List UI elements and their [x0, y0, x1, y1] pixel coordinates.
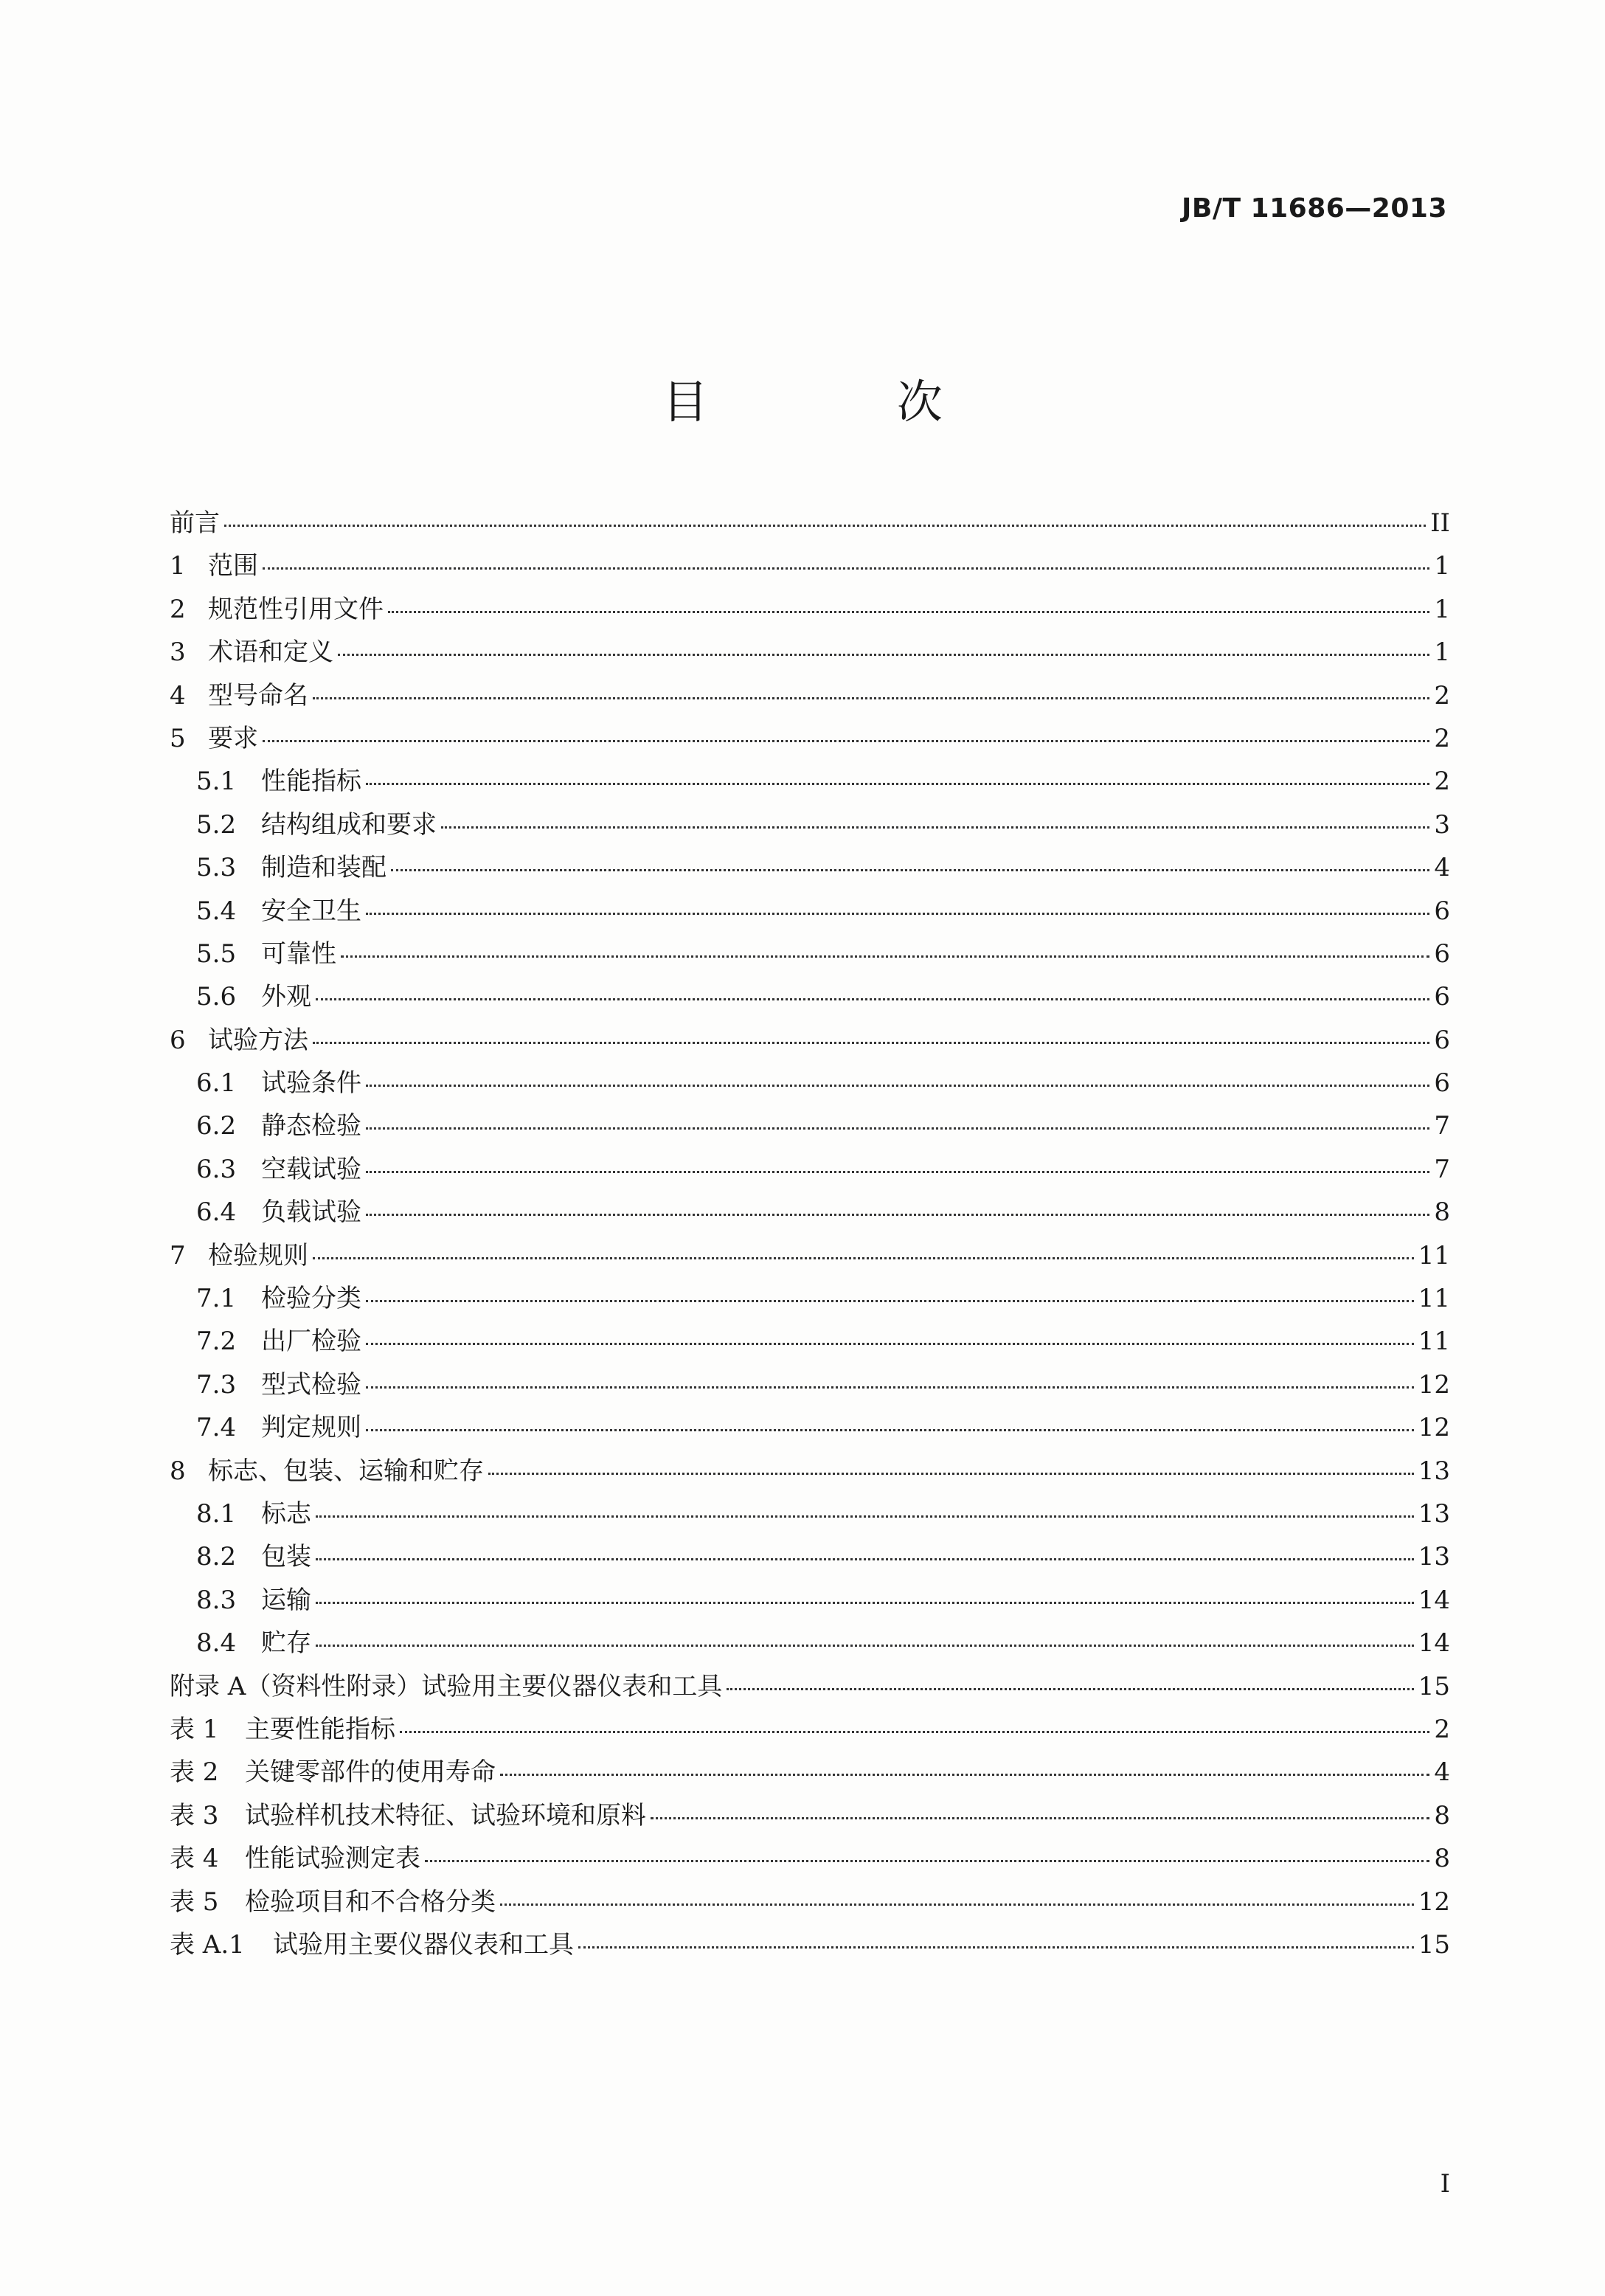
dot-leader [224, 499, 1426, 527]
toc-entry-label: 标志、包装、运输和贮存 [208, 1456, 484, 1486]
toc-entry-page: 11 [1418, 1327, 1450, 1357]
dot-leader [366, 888, 1429, 915]
toc-entry[interactable] [170, 1579, 1450, 1622]
toc-entry-number: 6.4 [196, 1197, 237, 1228]
toc-entry-page: 12 [1418, 1413, 1450, 1443]
toc-entry-page: 2 [1434, 723, 1450, 753]
toc-entry-label: 型号命名 [208, 680, 308, 710]
toc-entry-number: 1 [170, 551, 186, 581]
toc-entry[interactable] [170, 1234, 1450, 1277]
toc-entry-label: 出厂检验 [261, 1327, 361, 1357]
toc-entry-label: 运输 [261, 1585, 311, 1615]
page-number: I [1440, 2169, 1450, 2199]
toc-entry-number: 表 4 [170, 1844, 219, 1874]
toc-entry-label: 贮存 [261, 1628, 311, 1659]
toc-entry-page: 8 [1434, 1844, 1450, 1874]
toc-entry-label: 安全卫生 [261, 896, 361, 926]
dot-leader [391, 844, 1429, 871]
standard-code: JB/T 11686—2013 [1181, 193, 1447, 224]
toc-entry-number: 6.2 [196, 1111, 237, 1141]
toc-entry[interactable] [170, 502, 1450, 544]
dot-leader [366, 1275, 1414, 1302]
dot-leader [366, 1318, 1414, 1345]
toc-entry-number: 8.1 [196, 1498, 237, 1529]
dot-leader [366, 1189, 1429, 1216]
toc-entry-page: 6 [1434, 938, 1450, 969]
toc-entry-label: 规范性引用文件 [208, 594, 384, 624]
toc-entry-label: 前言 [170, 508, 220, 538]
toc-entry-page: 4 [1434, 1757, 1450, 1788]
toc-entry[interactable] [170, 1535, 1450, 1578]
toc-entry-number: 表 5 [170, 1887, 219, 1917]
toc-entry-page: 11 [1418, 1284, 1450, 1314]
toc-entry[interactable] [170, 544, 1450, 587]
toc-entry-number: 8.2 [196, 1542, 237, 1572]
toc-entry-number: 表 A.1 [170, 1929, 245, 1960]
toc-entry-number: 5 [170, 723, 186, 753]
toc-entry-page: 13 [1418, 1456, 1450, 1486]
dot-leader [263, 542, 1429, 570]
toc-entry[interactable] [170, 1148, 1450, 1191]
toc-entry-page: 7 [1434, 1111, 1450, 1141]
toc-entry[interactable] [170, 631, 1450, 674]
toc-entry-page: 6 [1434, 1025, 1450, 1055]
toc-entry[interactable] [170, 674, 1450, 717]
dot-leader [366, 1146, 1429, 1173]
toc-entry-number: 7.3 [196, 1369, 237, 1400]
toc-entry[interactable] [170, 1493, 1450, 1535]
toc-entry-number: 7.4 [196, 1413, 237, 1443]
toc-entry-label: 主要性能指标 [245, 1714, 395, 1744]
toc-entry-page: 2 [1434, 767, 1450, 797]
toc-entry-page: 6 [1434, 896, 1450, 926]
toc-entry-number: 5.5 [196, 938, 237, 969]
toc-entry-label: 试验方法 [208, 1025, 308, 1055]
toc-entry-label: 性能试验测定表 [245, 1844, 420, 1874]
toc-entry-page: 8 [1434, 1197, 1450, 1228]
dot-leader [316, 1533, 1414, 1560]
dot-leader [338, 629, 1429, 656]
toc-entry-label: 检验分类 [261, 1284, 361, 1314]
toc-entry[interactable] [170, 890, 1450, 933]
toc-entry-page: 2 [1434, 680, 1450, 710]
toc-entry-number: 6.1 [196, 1068, 237, 1099]
toc-entry-label: 术语和定义 [208, 637, 333, 668]
toc-entry[interactable] [170, 588, 1450, 631]
toc-entry-label: 静态检验 [261, 1111, 361, 1141]
toc-entry-page: 13 [1418, 1542, 1450, 1572]
toc-entry-label: 附录 A（资料性附录）试验用主要仪器仪表和工具 [170, 1671, 723, 1701]
toc-entry-page: 3 [1434, 809, 1450, 840]
toc-entry[interactable] [170, 846, 1450, 889]
toc-entry-page: 8 [1434, 1800, 1450, 1830]
dot-leader [400, 1706, 1429, 1733]
dot-leader [366, 1059, 1429, 1087]
toc-entry-number: 8.3 [196, 1585, 237, 1615]
toc-entry-number: 7 [170, 1240, 186, 1270]
toc-entry[interactable] [170, 1881, 1450, 1923]
dot-leader [366, 1404, 1414, 1431]
dot-leader [316, 1619, 1414, 1647]
toc-entry-label: 关键零部件的使用寿命 [245, 1757, 496, 1788]
toc-entry-page: 12 [1418, 1369, 1450, 1400]
toc-entry-page: 15 [1418, 1671, 1450, 1701]
toc-entry-label: 型式检验 [261, 1369, 361, 1400]
dot-leader [341, 930, 1429, 958]
toc-entry-page: 14 [1418, 1628, 1450, 1659]
toc-entry-page: 4 [1434, 853, 1450, 883]
toc-entry-page: 12 [1418, 1887, 1450, 1917]
toc-entry[interactable] [170, 1406, 1450, 1449]
toc-entry-label: 包装 [261, 1542, 311, 1572]
toc-entry-page: 14 [1418, 1585, 1450, 1615]
toc-entry-page: 1 [1434, 594, 1450, 624]
toc-entry[interactable] [170, 975, 1450, 1018]
toc-entry[interactable] [170, 1665, 1450, 1708]
toc-entry-number: 4 [170, 680, 186, 710]
dot-leader [425, 1835, 1429, 1862]
toc-entry[interactable] [170, 1019, 1450, 1062]
toc-entry-label: 制造和装配 [261, 853, 386, 883]
toc-entry[interactable] [170, 717, 1450, 760]
dot-leader [651, 1792, 1429, 1819]
toc-entry-page: 1 [1434, 637, 1450, 668]
dot-leader [316, 1490, 1414, 1518]
dot-leader [441, 801, 1429, 829]
toc-entry[interactable] [170, 1751, 1450, 1794]
dot-leader [316, 1577, 1414, 1604]
dot-leader [500, 1749, 1429, 1776]
dot-leader [316, 973, 1429, 1000]
dot-leader [313, 1232, 1414, 1259]
toc-entry-number: 3 [170, 637, 186, 668]
dot-leader [313, 672, 1429, 699]
dot-leader [366, 1102, 1429, 1130]
toc-entry-label: 可靠性 [261, 938, 336, 969]
toc-entry-page: 6 [1434, 1068, 1450, 1099]
toc-entry-page: 1 [1434, 551, 1450, 581]
toc-entry[interactable] [170, 1794, 1450, 1837]
toc-entry-number: 7.1 [196, 1284, 237, 1314]
dot-leader [500, 1878, 1414, 1906]
toc-entry-page: 6 [1434, 982, 1450, 1012]
toc-entry-number: 5.6 [196, 982, 237, 1012]
toc-entry-number: 6.3 [196, 1154, 237, 1184]
dot-leader [488, 1448, 1414, 1475]
toc-entry-label: 试验用主要仪器仪表和工具 [273, 1929, 574, 1960]
toc-entry-number: 5.4 [196, 896, 237, 926]
toc-entry-label: 性能指标 [261, 767, 361, 797]
toc-entry-number: 表 1 [170, 1714, 219, 1744]
toc-entry-label: 标志 [261, 1498, 311, 1529]
toc-entry-number: 5.3 [196, 853, 237, 883]
toc-entry-number: 5.2 [196, 809, 237, 840]
toc-entry[interactable] [170, 1837, 1450, 1880]
page-title: 目 次 [662, 375, 1030, 429]
toc-entry-label: 判定规则 [261, 1413, 361, 1443]
toc-entry-page: II [1430, 508, 1450, 538]
toc-entry-number: 5.1 [196, 767, 237, 797]
toc-entry-label: 外观 [261, 982, 311, 1012]
toc-entry-number: 6 [170, 1025, 186, 1055]
toc-entry-label: 要求 [208, 723, 258, 753]
dot-leader [366, 758, 1429, 785]
toc-entry-number: 表 3 [170, 1800, 219, 1830]
dot-leader [578, 1921, 1414, 1949]
table-of-contents [170, 502, 1450, 1966]
toc-entry-page: 2 [1434, 1714, 1450, 1744]
toc-entry[interactable] [170, 933, 1450, 975]
toc-entry-label: 范围 [208, 551, 258, 581]
toc-entry[interactable] [170, 1191, 1450, 1234]
toc-entry[interactable] [170, 1104, 1450, 1147]
toc-entry-page: 15 [1418, 1929, 1450, 1960]
toc-entry-number: 7.2 [196, 1327, 237, 1357]
dot-leader [388, 586, 1429, 613]
toc-entry-page: 13 [1418, 1498, 1450, 1529]
toc-entry[interactable] [170, 1708, 1450, 1751]
toc-entry[interactable] [170, 1363, 1450, 1406]
toc-entry[interactable] [170, 1622, 1450, 1664]
toc-entry-page: 11 [1418, 1240, 1450, 1270]
toc-entry-number: 表 2 [170, 1757, 219, 1788]
toc-entry-number: 8.4 [196, 1628, 237, 1659]
toc-entry-label: 检验项目和不合格分类 [245, 1887, 496, 1917]
toc-entry-number: 2 [170, 594, 186, 624]
toc-entry-label: 试验样机技术特征、试验环境和原料 [245, 1800, 646, 1830]
toc-entry[interactable] [170, 760, 1450, 803]
toc-entry[interactable] [170, 1277, 1450, 1320]
dot-leader [727, 1663, 1413, 1690]
toc-entry-page: 7 [1434, 1154, 1450, 1184]
toc-entry[interactable] [170, 1923, 1450, 1966]
dot-leader [263, 715, 1429, 742]
toc-entry-number: 8 [170, 1456, 186, 1486]
toc-entry-label: 负载试验 [261, 1197, 361, 1228]
toc-entry[interactable] [170, 1062, 1450, 1104]
toc-entry-label: 空载试验 [261, 1154, 361, 1184]
dot-leader [366, 1361, 1414, 1389]
toc-entry-label: 结构组成和要求 [261, 809, 437, 840]
toc-entry[interactable] [170, 803, 1450, 846]
toc-entry[interactable] [170, 1450, 1450, 1493]
toc-entry-label: 检验规则 [208, 1240, 308, 1270]
dot-leader [313, 1017, 1429, 1044]
toc-entry-label: 试验条件 [261, 1068, 361, 1099]
toc-entry[interactable] [170, 1320, 1450, 1363]
